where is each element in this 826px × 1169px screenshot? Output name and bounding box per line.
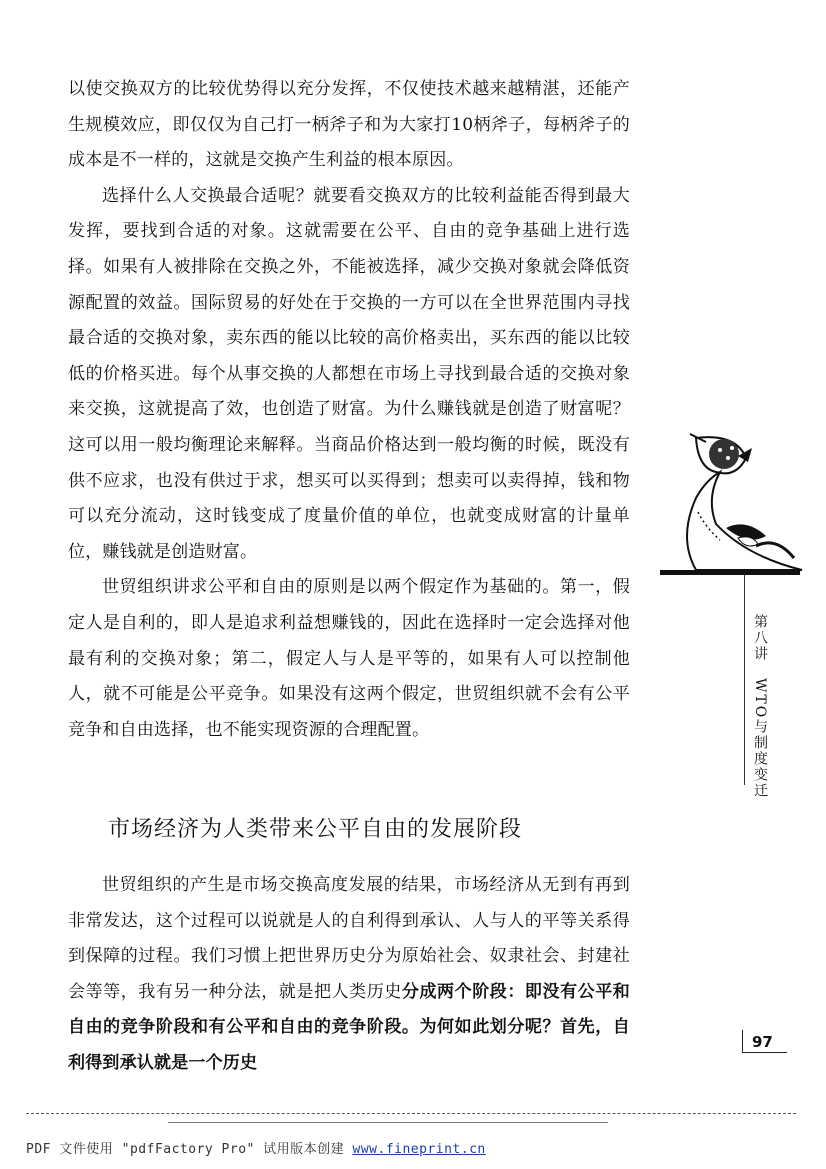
body-text-bottom: [68, 868, 630, 1082]
footer-text: PDF 文件使用 "pdfFactory Pro" 试用版本创建: [26, 1142, 353, 1157]
chapter-marker: 第八讲 WTO与制度变迁: [752, 614, 768, 800]
paragraph-4-bold: 分成两个阶段：即没有公平和自由的竞争阶段和有公平和自由的竞争阶段。为何如此划分呢？首先，自利得到承认就是一个历史: [68, 981, 630, 1073]
decorative-bird-ornament: [676, 428, 806, 574]
page-number: 97: [752, 1033, 773, 1051]
paragraph-3: 世贸组织讲求公平和自由的原则是以两个假定作为基础的。第一，假定人是自利的，即人是追求利益想赚钱的，因此在选择时一定会选择对他最有利的交换对象；第二，假定人与人是平等的，如果有人可以控制他人，就不可能是公平竞争。如果没有这两个假定，世贸组织就不会有公平竞争和自由选择，也不能实现资源的合理配置。: [68, 577, 630, 740]
section-heading: 市场经济为人类带来公平自由的发展阶段: [108, 817, 523, 842]
footer-rule: [26, 1113, 796, 1114]
body-text-top: [68, 72, 630, 748]
paragraph-2: 选择什么人交换最合适呢？就要看交换双方的比较利益能否得到最大发挥，要找到合适的对象。这就需要在公平、自由的竞争基础上进行选择。如果有人被排除在交换之外，不能被选择，减少交换对象就会降低资源配置的效益。国际贸易的好处在于交换的一方可以在全世界范围内寻找最合适的交换对象，卖东西的能以比较的高价格卖出，买东西的能以比较低的价格买进。每个从事交换的人都想在市场上寻找到最合适的交换对象来交换，这就提高了效，也创造了财富。为什么赚钱就是创造了财富呢？这可以用一般均衡理论来解释。当商品价格达到一般均衡的时候，既没有供不应求，也没有供过于求，想买可以买得到；想卖可以卖得掉，钱和物可以充分流动，这时钱变成了度量价值的单位，也就变成财富的计量单位，赚钱就是创造财富。: [68, 185, 630, 562]
paragraph-4: [68, 868, 630, 1082]
pdf-footer: [26, 1138, 486, 1157]
paragraph-4-regular: 世贸组织的产生是市场交换高度发展的结果，市场经济从无到有再到非常发达，这个过程可以说就是人的自利得到承认、人与人的平等关系得到保障的过程。我们习惯上把世界历史分为原始社会、奴隶社会、封建社会等等，我有另一种分法，就是把人类历史: [68, 875, 630, 1002]
paragraph-1: 以使交换双方的比较优势得以充分发挥，不仅使技术越来越精湛，还能产生规模效应，即仅仅为自己打一柄斧子和为大家打10柄斧子，每柄斧子的成本是不一样的，这就是交换产生利益的根本原因。: [68, 79, 630, 171]
footer-link[interactable]: www.fineprint.cn: [352, 1142, 486, 1157]
sidebar-rule: [660, 570, 800, 575]
footer-rule-secondary: [168, 1122, 608, 1123]
sidebar-divider: [744, 575, 745, 785]
